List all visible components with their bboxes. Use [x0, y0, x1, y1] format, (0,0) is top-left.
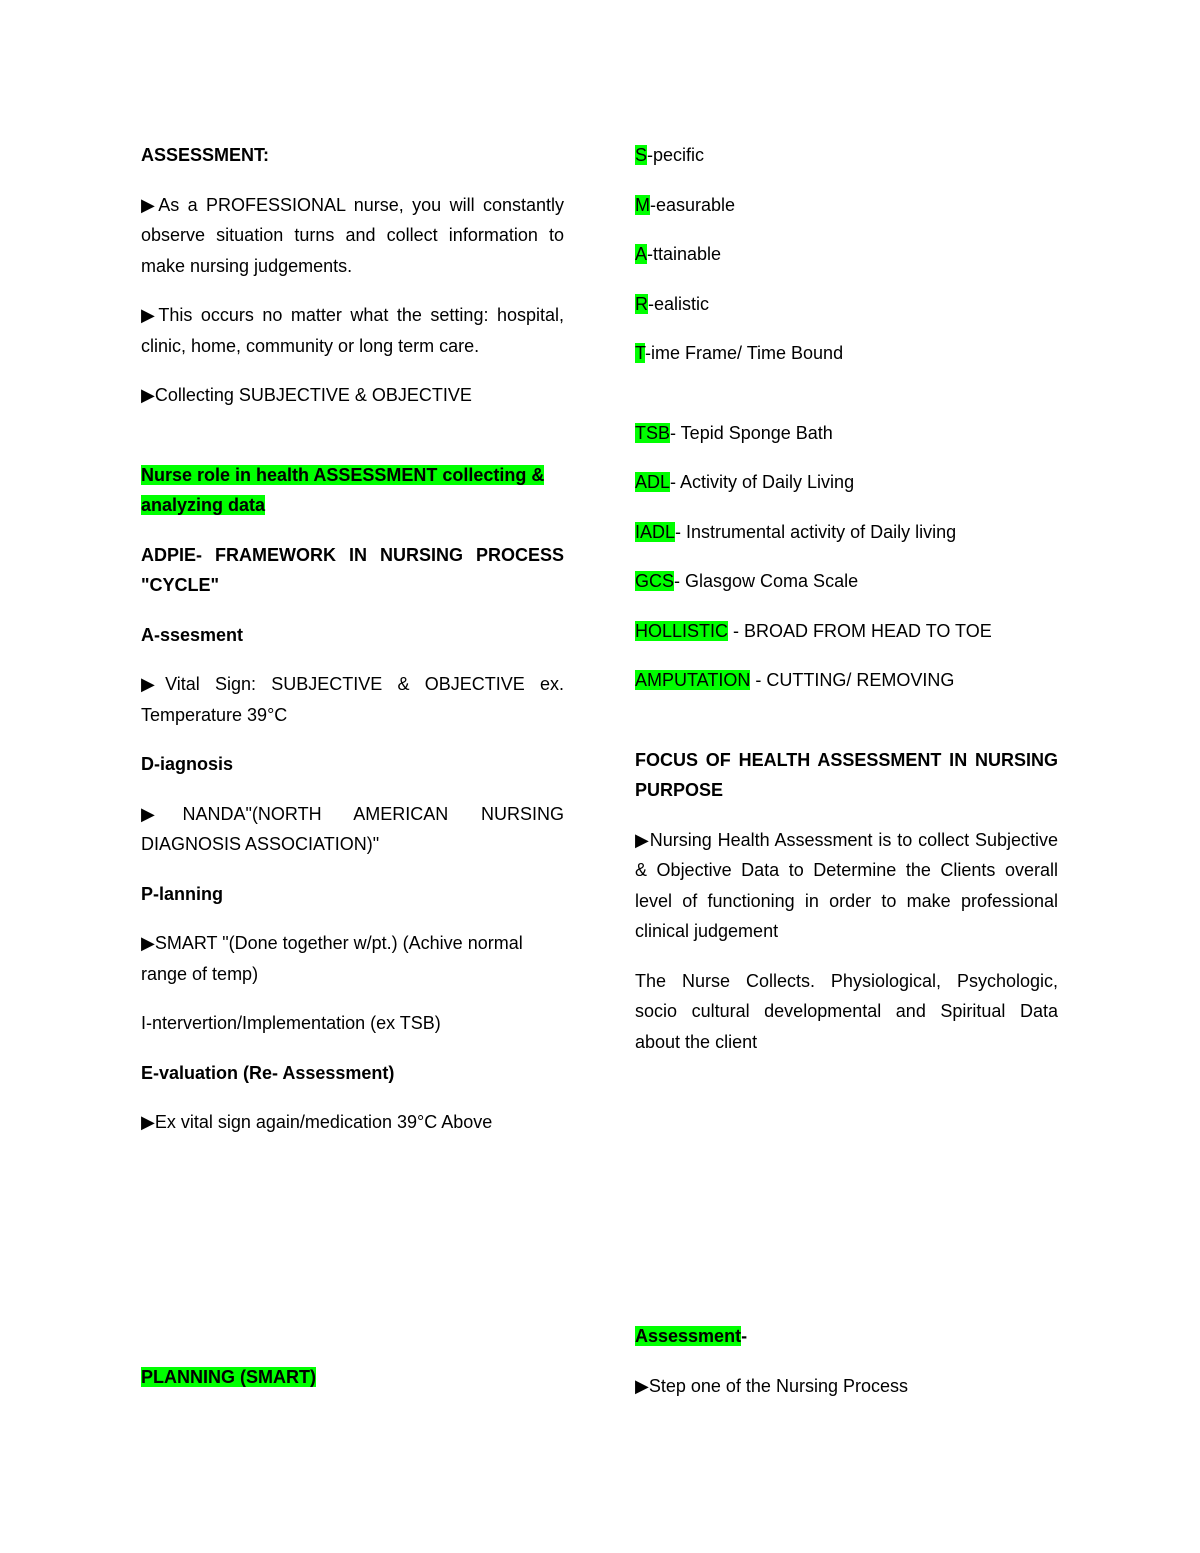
abbrev-item [635, 616, 1058, 647]
adpie-d-text [141, 799, 564, 860]
nurse-role-highlight: Nurse role in health ASSESSMENT collecting & analyzing data [141, 464, 545, 515]
planning-smart-heading [141, 1362, 316, 1393]
smart-item [635, 338, 1058, 369]
abbrev-item [635, 418, 1058, 449]
assessment-label-dash: - [741, 1326, 748, 1346]
smart-letter: M [635, 194, 650, 215]
adpie-a-text: ▶Vital Sign: SUBJECTIVE & OBJECTIVE ex. Temperature 39°C [141, 674, 564, 725]
assessment-label-highlight: Assessment [635, 1326, 742, 1346]
abbrev-term: IADL [635, 521, 676, 542]
right-column [635, 140, 1058, 1076]
abbrev-term: AMPUTATION [635, 670, 751, 690]
assessment-paragraph-2: ▶This occurs no matter what the setting: hospital, clinic, home, community or long term care. [141, 305, 564, 356]
smart-item [635, 239, 1058, 270]
adpie-d-text-line1: ▶NANDA"(NORTH AMERICAN NURSING [141, 803, 564, 824]
assessment-paragraph-1: ▶As a PROFESSIONAL nurse, you will constantly observe situation turns and collect information to make nursing judgements. [141, 194, 564, 276]
abbrev-item [635, 566, 1058, 597]
abbrev-def: - CUTTING/ REMOVING [750, 670, 955, 690]
adpie-p-text: ▶SMART "(Done together w/pt.) (Achive normal range of temp) [141, 933, 523, 984]
focus-paragraph-1: ▶Nursing Health Assessment is to collect Subjective & Objective Data to Determine the Clients overall level of functioning in order to make professional clinical judgement [635, 829, 1058, 941]
assessment-paragraph-3: ▶Collecting SUBJECTIVE & OBJECTIVE [141, 385, 472, 405]
smart-rest: -ealistic [648, 293, 710, 314]
smart-letter: S [635, 145, 648, 165]
adpie-heading: ADPIE- FRAMEWORK IN NURSING PROCESS "CYCLE" [141, 544, 564, 595]
focus-heading: FOCUS OF HEALTH ASSESSMENT IN NURSING PURPOSE [635, 749, 1058, 800]
planning-smart-highlight: PLANNING (SMART) [141, 1367, 316, 1387]
adpie-e-text: ▶Ex vital sign again/medication 39°C Above [141, 1112, 493, 1132]
assessment-label-line [635, 1321, 747, 1352]
abbrev-term: TSB [635, 422, 671, 443]
focus-paragraph-2: The Nurse Collects. Physiological, Psychologic, socio cultural developmental and Spiritual Data about the client [635, 970, 1058, 1052]
smart-item [635, 140, 1058, 171]
adpie-a-heading: A-ssesment [141, 624, 244, 645]
smart-rest: -easurable [650, 194, 736, 215]
adpie-i-text: I-ntervertion/Implementation (ex TSB) [141, 1013, 441, 1033]
abbrev-item [635, 517, 1058, 548]
abbrev-term: GCS [635, 571, 675, 591]
adpie-d-text-line2: DIAGNOSIS ASSOCIATION)" [141, 834, 380, 854]
step-one-text: ▶Step one of the Nursing Process [635, 1376, 908, 1396]
nurse-role-heading [141, 460, 564, 521]
smart-letter: R [635, 293, 648, 314]
smart-item [635, 289, 1058, 320]
smart-letter: A [635, 244, 648, 264]
abbrev-def: - Instrumental activity of Daily living [675, 521, 957, 542]
abbrev-term: HOLLISTIC [635, 620, 729, 641]
smart-letter: T [635, 343, 646, 363]
left-column [141, 140, 564, 1157]
abbrev-item [635, 467, 1058, 498]
abbrev-term: ADL [635, 472, 671, 492]
smart-rest: -pecific [647, 145, 705, 165]
adpie-p-heading: P-lanning [141, 883, 223, 904]
abbrev-def: - BROAD FROM HEAD TO TOE [728, 620, 992, 641]
adpie-d-heading: D-iagnosis [141, 754, 234, 774]
smart-rest: -ttainable [647, 244, 722, 264]
smart-rest: -ime Frame/ Time Bound [645, 343, 844, 363]
abbrev-def: - Activity of Daily Living [670, 472, 855, 492]
abbrev-def: - Glasgow Coma Scale [674, 571, 859, 591]
smart-item [635, 190, 1058, 221]
abbrev-def: - Tepid Sponge Bath [670, 422, 833, 443]
assessment-heading: ASSESSMENT: [141, 145, 270, 165]
adpie-e-heading: E-valuation (Re- Assessment) [141, 1062, 395, 1083]
abbrev-item [635, 665, 1058, 696]
